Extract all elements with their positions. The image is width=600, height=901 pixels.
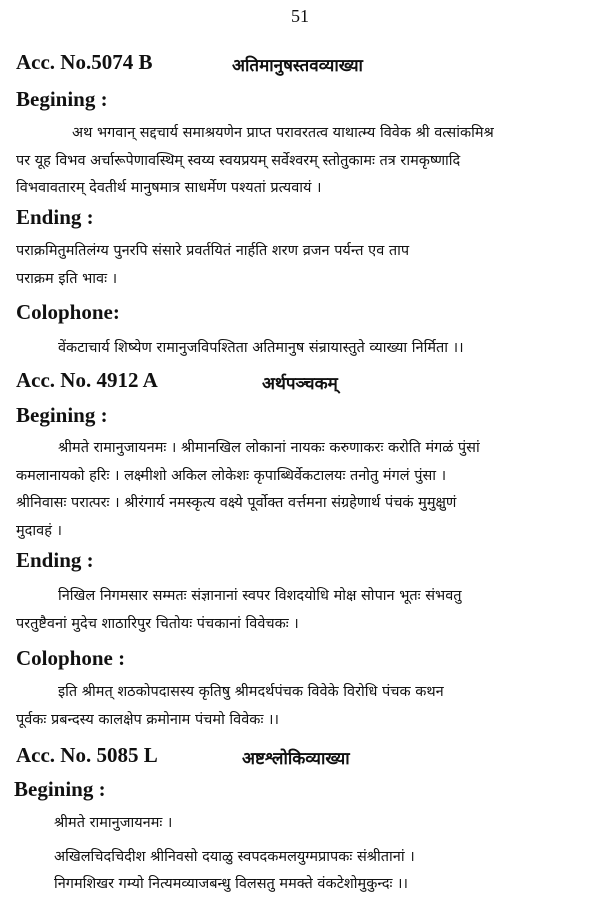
text-line: श्रीनिवासः परात्परः । श्रीरंगार्य नमस्कृत्य वक्ष्ये पूर्वोक्त वर्त्तमना संग्रहेणार्थ पंचकं मुमुक्षुणं	[16, 495, 457, 511]
begining-text	[54, 810, 590, 899]
text-line: निखिल निगमसार सम्मतः संज्ञानानां स्वपर विशदयोधि मोक्ष सोपान भूतः संभवतु	[58, 588, 462, 604]
ending-text	[16, 583, 590, 638]
accession-number: Acc. No. 4912 A	[16, 368, 158, 392]
text-line: निगमशिखर गम्यो नित्यमव्याजबन्धु विलसतु ममक्ते वंकटेशोमुकुन्दः ।।	[54, 876, 409, 892]
text-line: पूर्वकः प्रबन्दस्य कालक्षेप क्रमोनाम पंचमो विवेकः ।।	[16, 711, 279, 728]
text-line: मुदावहं ।	[16, 522, 62, 539]
begining-text	[16, 120, 590, 203]
manuscript-title: अष्टश्लोकिव्याख्या	[242, 749, 350, 769]
text-line: कमलानायको हरिः । लक्ष्मीशो अकिल लोकेशः कृपाब्धिर्वेकटालयः तनोतु मंगलं पुंसा ।	[16, 467, 447, 484]
accession-number: Acc. No.5074 B	[16, 50, 153, 74]
text-line: अथ भगवान् सद्दचार्य समाश्रयणेन प्राप्त परावरतत्व याथात्म्य विवेक श्री वत्सांकमिश्र	[72, 125, 494, 141]
text-line: वेंकटाचार्य शिष्येण रामानुजविपश्तिता अतिमानुष संन्रायास्तुते व्याख्या निर्मिता ।।	[58, 340, 464, 356]
begining-label: Begining :	[16, 87, 108, 111]
page-number: 51	[291, 6, 309, 26]
ending-label: Ending :	[16, 205, 94, 229]
colophone-label: Colophone:	[16, 300, 120, 324]
text-line: पर यूह विभव अर्चारूपेणावस्थिम् स्वय्य स्वयप्रयम् सर्वेश्वरम् स्तोतुकामः तत्र रामकृष्णादि	[16, 152, 461, 169]
colophone-text	[16, 679, 590, 734]
text-line: पराक्रम इति भावः ।	[16, 270, 118, 287]
begining-text	[16, 435, 590, 545]
accession-number: Acc. No. 5085 L	[16, 743, 158, 767]
manuscript-title: अर्थपञ्चकम्	[262, 374, 338, 394]
colophone-label: Colophone :	[16, 646, 126, 670]
text-line: अखिलचिदचिदीश श्रीनिवसो दयाळु स्वपदकमलयुग्मप्रापकः संश्रीतानां ।	[54, 848, 415, 865]
colophone-text	[60, 335, 590, 363]
ending-text	[16, 238, 590, 293]
begining-label: Begining :	[16, 403, 108, 427]
text-line: इति श्रीमत् शठकोपदासस्य कृतिषु श्रीमदर्थपंचक विवेके विरोधि पंचक कथन	[58, 684, 444, 700]
text-line: पराक्रमितुमतिलंग्य पुनरपि संसारे प्रवर्तयितं नार्हति शरण व्रजन पर्यन्त एव ताप	[16, 243, 410, 259]
text-line: श्रीमते रामानुजायनमः ।	[54, 815, 173, 831]
text-line: परतुष्टैवनां मुदेच शाठारिपुर चितोयः पंचकानां विवेचकः ।	[16, 615, 299, 632]
text-line: श्रीमते रामानुजायनमः । श्रीमानखिल लोकानां नायकः करुणाकरः करोति मंगळं पुंसां	[58, 440, 480, 456]
ending-label: Ending :	[16, 548, 94, 572]
manuscript-title: अतिमानुषस्तवव्याख्या	[232, 56, 363, 76]
begining-label: Begining :	[14, 777, 106, 801]
text-line: विभवावतारम् देवतीर्थ मानुषमात्र साधर्मेण पश्यतां प्रत्यवायं ।	[16, 180, 322, 196]
